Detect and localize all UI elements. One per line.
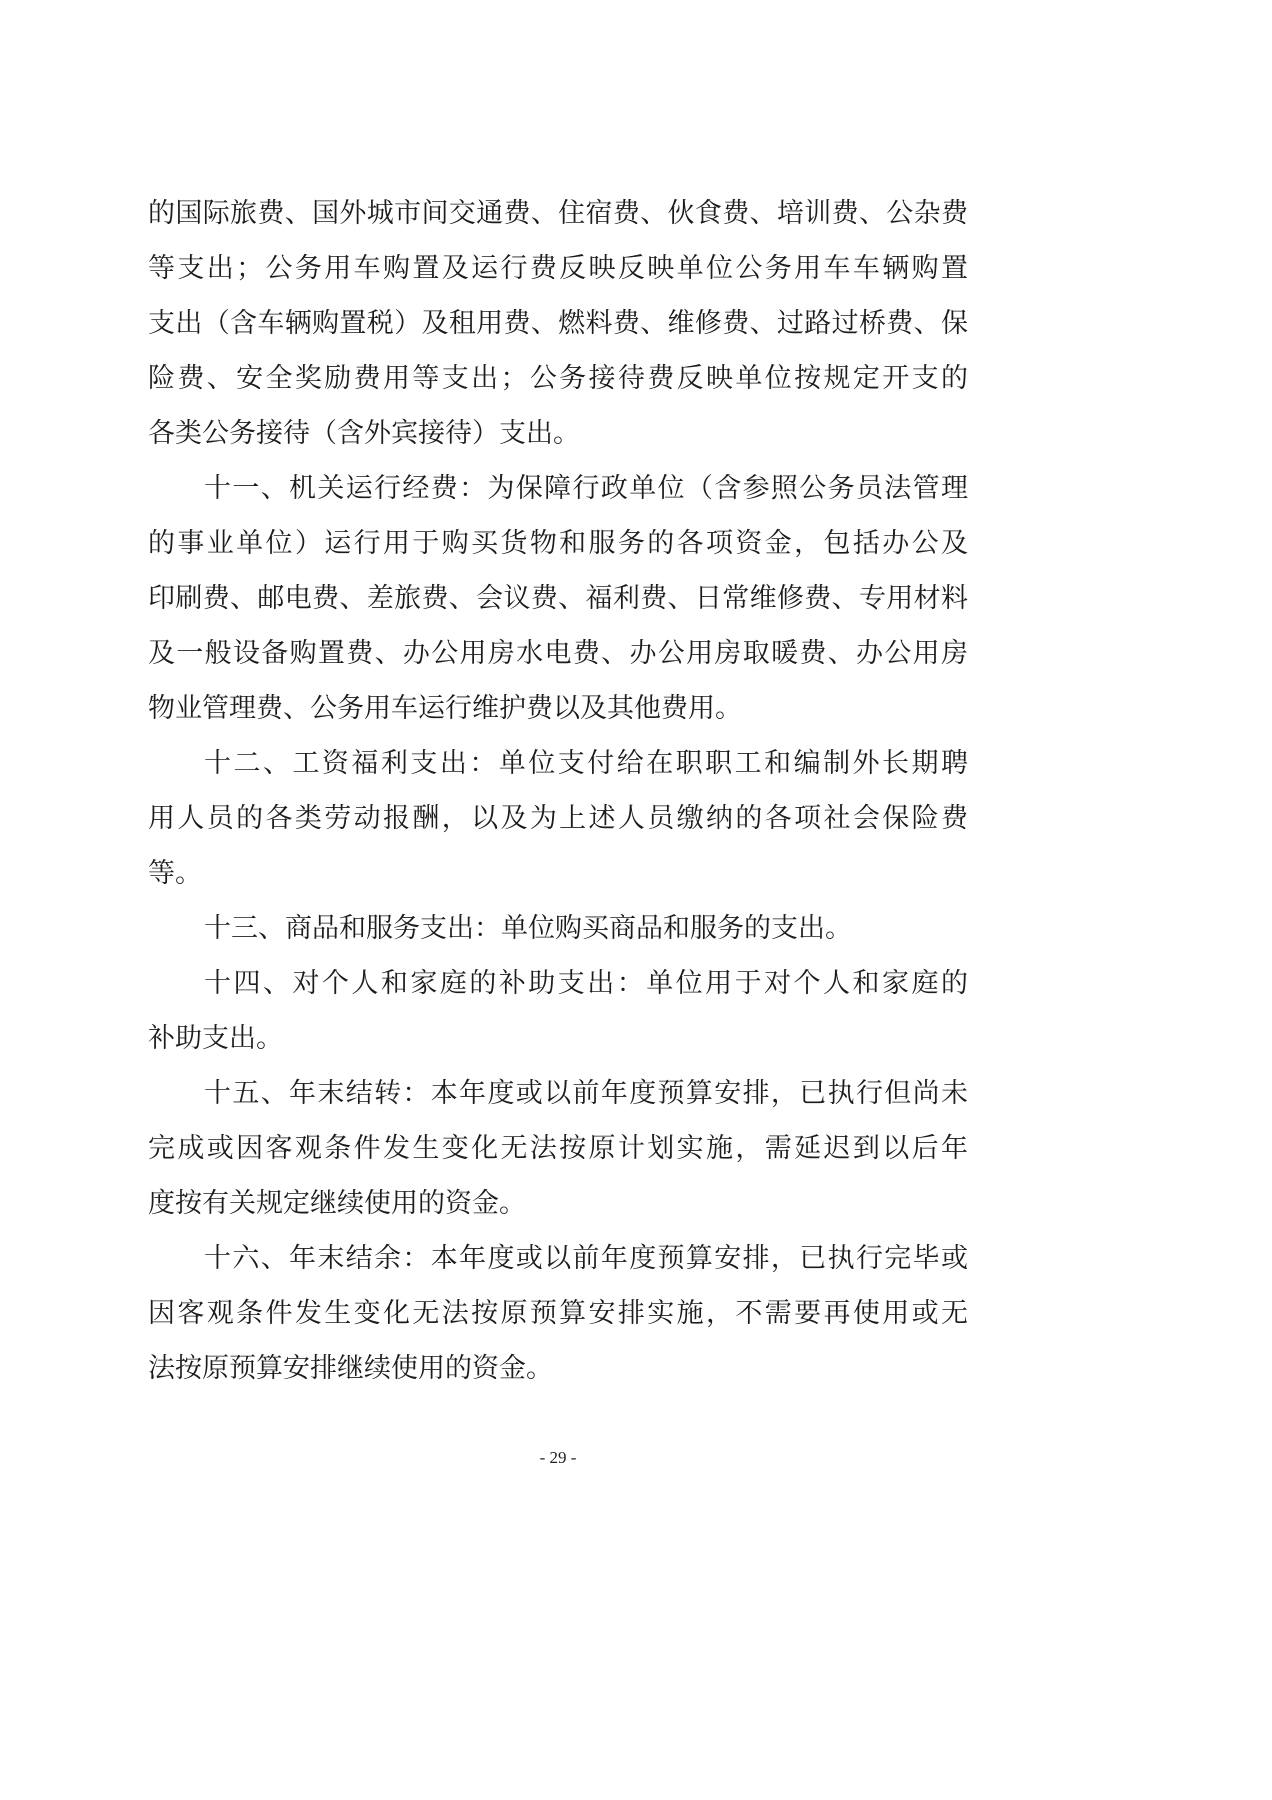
text-line: 的事业单位）运行用于购买货物和服务的各项资金，包括办公及 xyxy=(148,528,968,559)
text-line: 印刷费、邮电费、差旅费、会议费、福利费、日常维修费、专用材料 xyxy=(148,583,968,614)
paragraph-item-11 xyxy=(148,461,968,736)
paragraph-item-14 xyxy=(148,956,968,1066)
text-line: 支出（含车辆购置税）及租用费、燃料费、维修费、过路过桥费、保 xyxy=(148,308,968,339)
body-text xyxy=(148,186,968,1396)
text-line: 十四、对个人和家庭的补助支出：单位用于对个人和家庭的 xyxy=(204,968,968,999)
text-line: 法按原预算安排继续使用的资金。 xyxy=(148,1353,553,1384)
text-line: 十六、年末结余：本年度或以前年度预算安排，已执行完毕或 xyxy=(204,1243,968,1274)
text-line: 补助支出。 xyxy=(148,1023,283,1054)
text-line: 十一、机关运行经费：为保障行政单位（含参照公务员法管理 xyxy=(204,473,968,504)
text-line: 用人员的各类劳动报酬，以及为上述人员缴纳的各项社会保险费 xyxy=(148,803,968,834)
text-line: 及一般设备购置费、办公用房水电费、办公用房取暖费、办公用房 xyxy=(148,638,968,669)
text-line: 十五、年末结转：本年度或以前年度预算安排，已执行但尚未 xyxy=(204,1078,968,1109)
paragraph-item-15 xyxy=(148,1066,968,1231)
paragraph-item-16 xyxy=(148,1231,968,1396)
text-line: 十三、商品和服务支出：单位购买商品和服务的支出。 xyxy=(204,913,852,944)
paragraph-item-12 xyxy=(148,736,968,901)
text-line: 完成或因客观条件发生变化无法按原计划实施，需延迟到以后年 xyxy=(148,1133,968,1164)
text-line: 因客观条件发生变化无法按原预算安排实施，不需要再使用或无 xyxy=(148,1298,968,1329)
page-number: - 29 - xyxy=(539,1448,577,1467)
text-line: 等。 xyxy=(148,858,202,889)
text-line: 度按有关规定继续使用的资金。 xyxy=(148,1188,526,1219)
text-line: 各类公务接待（含外宾接待）支出。 xyxy=(148,418,580,449)
text-line: 险费、安全奖励费用等支出；公务接待费反映单位按规定开支的 xyxy=(148,363,968,394)
paragraph-item-13 xyxy=(148,901,968,956)
text-line: 十二、工资福利支出：单位支付给在职职工和编制外长期聘 xyxy=(204,748,968,779)
text-line: 等支出；公务用车购置及运行费反映反映单位公务用车车辆购置 xyxy=(148,253,968,284)
text-line: 的国际旅费、国外城市间交通费、住宿费、伙食费、培训费、公杂费 xyxy=(148,198,968,229)
text-line: 物业管理费、公务用车运行维护费以及其他费用。 xyxy=(148,693,742,724)
paragraph-continuation xyxy=(148,186,968,461)
